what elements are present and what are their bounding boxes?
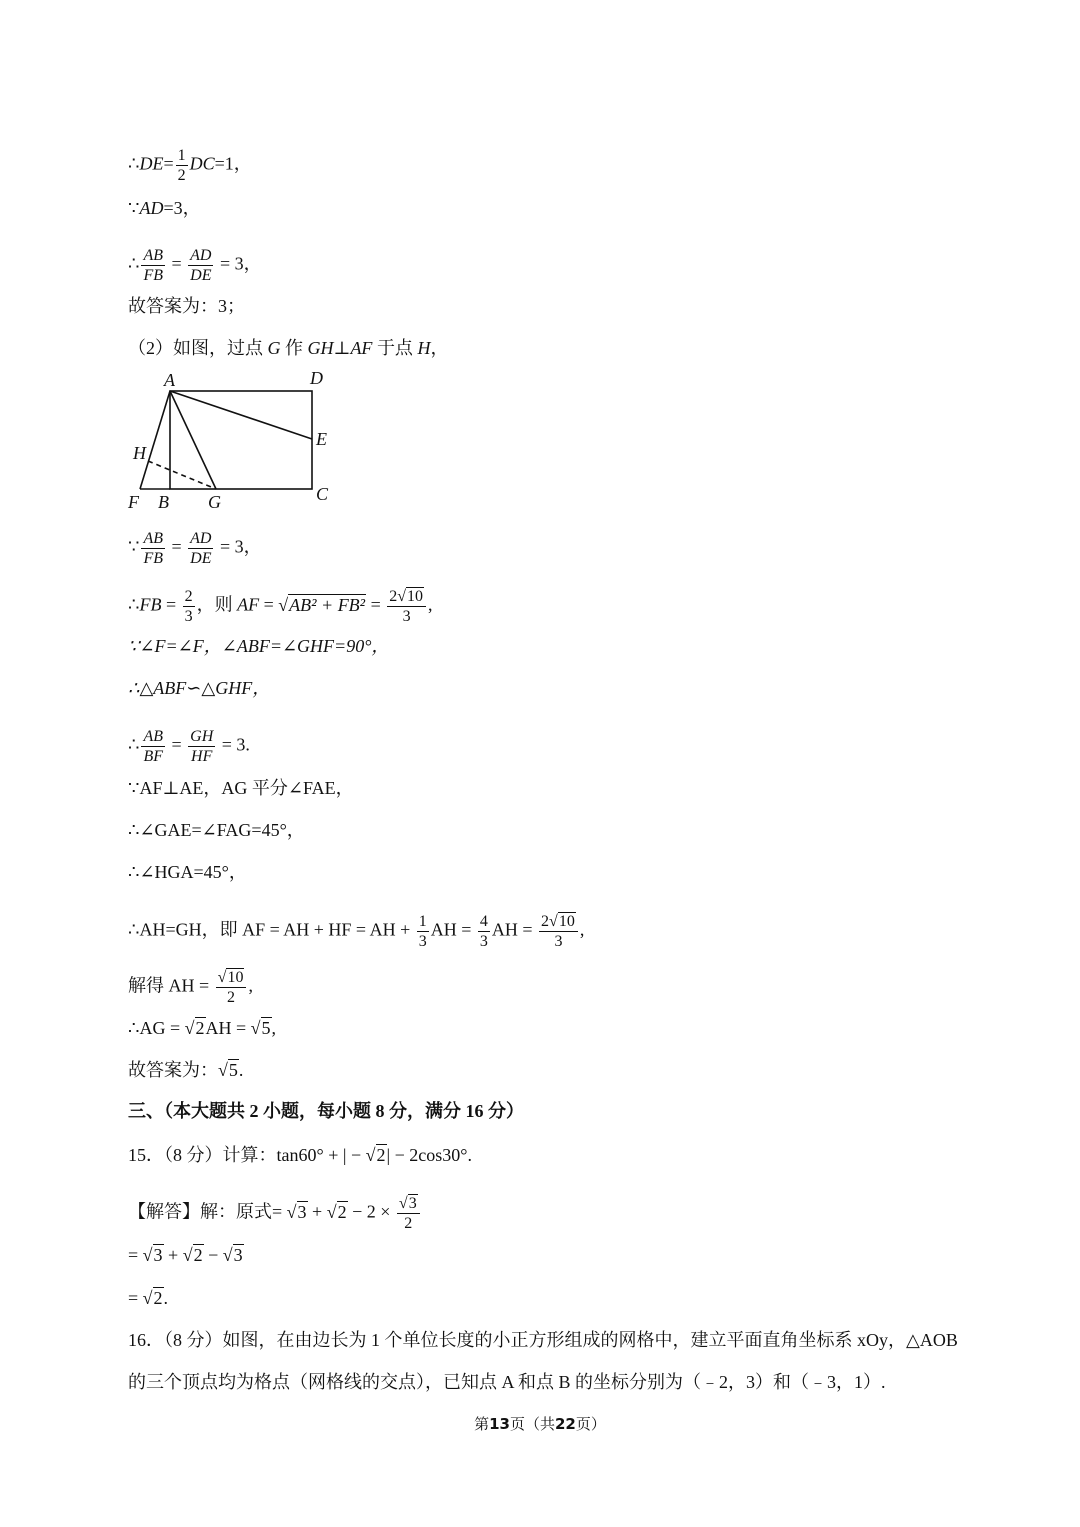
line-perp: ∵AF⊥AE，AG 平分∠FAE， bbox=[128, 778, 354, 798]
label-a: A bbox=[164, 370, 175, 390]
label-e: E bbox=[316, 429, 327, 449]
line-solve-ah: 解得 AH = $\frac{√10}{2}$ , bbox=[128, 969, 253, 1006]
line-gae: ∴∠GAE=∠FAG=45°， bbox=[128, 820, 305, 840]
segment-hg bbox=[148, 461, 216, 489]
segment-ae bbox=[170, 391, 312, 439]
rectangle-abcd bbox=[170, 391, 312, 489]
part2-intro: （2）如图，过点 G 作 GH⊥AF 于点 H， bbox=[128, 338, 449, 358]
line-ratio-2: ∵ $\frac{AB}{FB}$ = $\frac{AD}{DE}$ = 3， bbox=[128, 530, 262, 567]
line-hga: ∴∠HGA=45°， bbox=[128, 862, 247, 882]
question-16-line-2: 的三个顶点均为格点（网格线的交点），已知点 A 和点 B 的坐标分别为（﹣2，3）和（﹣3，1）. bbox=[128, 1372, 886, 1392]
section-3-heading: 三、（本大题共 2 小题，每小题 8 分，满分 16 分） bbox=[128, 1101, 524, 1121]
answer-line-1: 故答案为：3； bbox=[128, 296, 245, 316]
line-similar: ∴△ABF∽△GHF， bbox=[128, 678, 271, 698]
line-de: ∴DE= $\frac{1}{2}$ DC=1， bbox=[128, 147, 252, 184]
question-16-line-1: 16．（8 分）如图，在由边长为 1 个单位长度的小正方形组成的网格中，建立平面直角坐标系 xOy，△AOB bbox=[128, 1330, 958, 1350]
answer-15-step-2: = √3 + √2 − √3 bbox=[128, 1245, 243, 1265]
page-number: 13 bbox=[489, 1415, 510, 1433]
geometry-figure bbox=[124, 367, 344, 517]
label-g: G bbox=[208, 492, 221, 512]
answer-15-step-3: = √2. bbox=[128, 1288, 169, 1308]
label-b: B bbox=[158, 492, 169, 512]
answer-line-2: 故答案为：√5. bbox=[128, 1060, 244, 1080]
segment-ag bbox=[170, 391, 216, 489]
label-d: D bbox=[310, 368, 323, 388]
line-ratio-3: ∴ $\frac{AB}{BF}$ = $\frac{GH}{HF}$ = 3. bbox=[128, 728, 250, 765]
line-ratio-1: ∴ $\frac{AB}{FB}$ = $\frac{AD}{DE}$ = 3， bbox=[128, 247, 262, 284]
line-ag: ∴AG = √2AH = √5, bbox=[128, 1018, 277, 1038]
line-angles: ∵∠F=∠F，∠ABF=∠GHF=90°， bbox=[128, 636, 390, 656]
page-footer: 第13页（共22页） bbox=[474, 1415, 606, 1433]
page-total: 22 bbox=[555, 1415, 576, 1433]
segment-af bbox=[140, 391, 170, 489]
question-15: 15．（8 分）计算：tan60° + | − √2| − 2cos30°. bbox=[128, 1145, 472, 1165]
label-h: H bbox=[133, 443, 146, 463]
line-ah-gh: ∴AH=GH，即 AF = AH + HF = AH + $\frac{1}{3}$ AH = $\frac{4}{3}$ AH = $\frac{2√10}{3}$ , bbox=[128, 913, 585, 950]
answer-15-step-1: 【解答】解：原式= √3 + √2 − 2 × $\frac{√3}{2}$ bbox=[128, 1194, 422, 1233]
line-ad: ∵AD=3， bbox=[128, 198, 201, 218]
line-fb-af: ∴FB = $\frac{2}{3}$ ，则 AF = √AB² + FB² = $\frac{2√10}{3}$ , bbox=[128, 588, 433, 625]
label-f: F bbox=[128, 492, 139, 512]
label-c: C bbox=[316, 484, 329, 504]
